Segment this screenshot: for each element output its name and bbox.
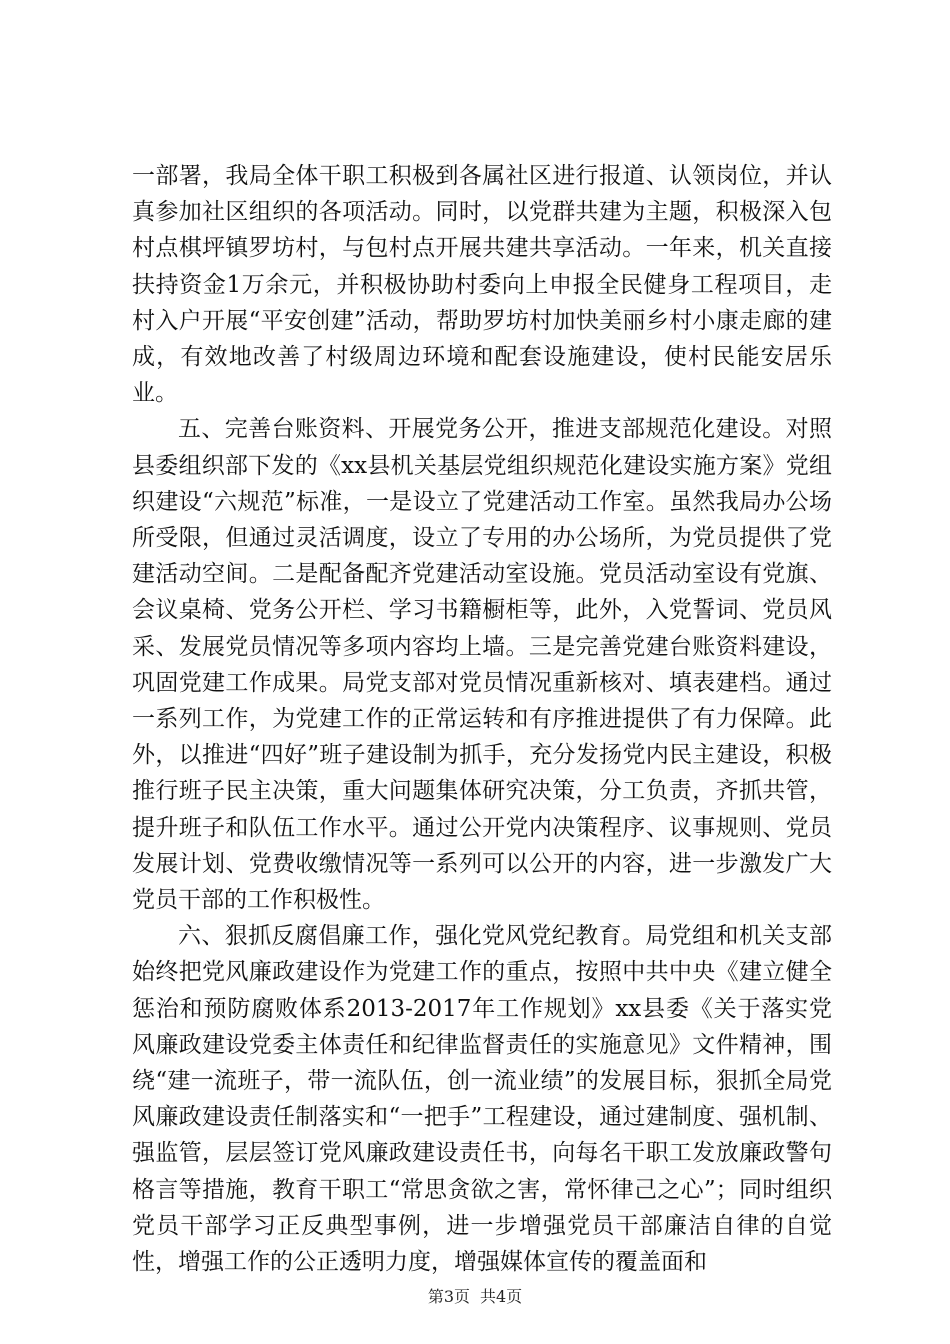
document-body (132, 158, 832, 1280)
paragraph-1: 一部署，我局全体干职工积极到各属社区进行报道、认领岗位，并认真参加社区组织的各项活动。同时，以党群共建为主题，积极深入包村点棋坪镇罗坊村，与包村点开展共建共享活动。一年来，机关直接扶持资金1万余元，并积极协助村委向上申报全民健身工程项目，走村入户开展“平安创建”活动，帮助罗坊村加快美丽乡村小康走廊的建成，有效地改善了村级周边环境和配套设施建设，使村民能安居乐业。 (132, 163, 832, 407)
paragraph-3: 六、狠抓反腐倡廉工作，强化党风党纪教育。局党组和机关支部始终把党风廉政建设作为党建工作的重点，按照中共中央《建立健全惩治和预防腐败体系2013-2017年工作规划》xx县委《关于落实党风廉政建设党委主体责任和纪律监督责任的实施意见》文件精神，围绕“建一流班子，带一流队伍，创一流业绩”的发展目标，狠抓全局党风廉政建设责任制落实和“一把手”工程建设，通过建制度、强机制、强监管，层层签订党风廉政建设责任书，向每名干职工发放廉政警句格言等措施，教育干职工“常思贪欲之害，常怀律己之心”；同时组织党员干部学习正反典型事例，进一步增强党员干部廉洁自律的自觉性，增强工作的公正透明力度，增强媒体宣传的覆盖面和 (132, 923, 832, 1276)
page-total: 共4页 (480, 1287, 523, 1306)
page-footer (0, 1284, 950, 1307)
paragraph-2: 五、完善台账资料、开展党务公开，推进支部规范化建设。对照县委组织部下发的《xx县机关基层党组织规范化建设实施方案》党组织建设“六规范”标准，一是设立了党建活动工作室。虽然我局办公场所受限，但通过灵活调度，设立了专用的办公场所，为党员提供了党建活动空间。二是配备配齐党建活动室设施。党员活动室设有党旗、会议桌椅、党务公开栏、学习书籍橱柜等，此外，入党誓词、党员风采、发展党员情况等多项内容均上墙。三是完善党建台账资料建设，巩固党建工作成果。局党支部对党员情况重新核对、填表建档。通过一系列工作，为党建工作的正常运转和有序推进提供了有力保障。此外，以推进“四好”班子建设制为抓手，充分发扬党内民主建设，积极推行班子民主决策，重大问题集体研究决策，分工负责，齐抓共管，提升班子和队伍工作水平。通过公开党内决策程序、议事规则、党员发展计划、党费收缴情况等一系列可以公开的内容，进一步激发广大党员干部的工作积极性。 (132, 416, 832, 914)
page-number: 第3页 (427, 1287, 470, 1306)
